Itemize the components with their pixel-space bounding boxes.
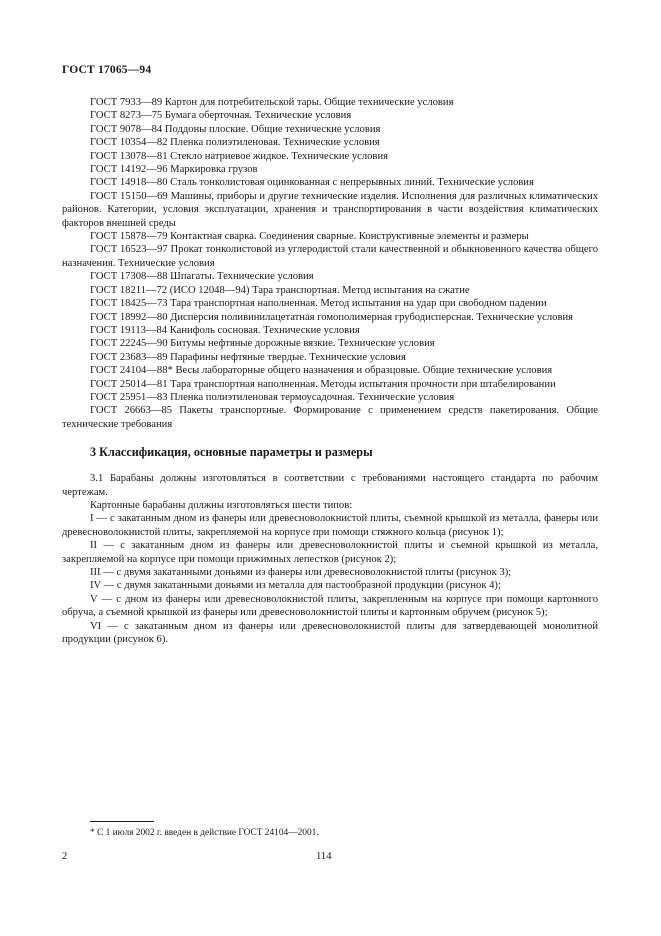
reference-item: ГОСТ 23683—89 Парафины нефтяные твердые. Технические условия [90, 351, 406, 363]
reference-item: ГОСТ 15150—69 Машины, приборы и другие технические изделия. Исполнения для различных климатических районов. Категории, условия эксплуатации, хранения и транспортирования в части воздействия климатических факторов внешней среды [62, 190, 598, 229]
section-title: 3 Классификация, основные параметры и размеры [90, 445, 373, 460]
reference-item: ГОСТ 10354—82 Пленка полиэтиленовая. Технические условия [90, 137, 380, 149]
reference-item: ГОСТ 17308—88 Шпагаты. Технические условия [90, 271, 314, 283]
document-header: ГОСТ 17065—94 [62, 64, 152, 76]
reference-item: ГОСТ 8273—75 Бумага оберточная. Технические условия [90, 110, 352, 122]
reference-item: ГОСТ 7933—89 Картон для потребительской тары. Общие технические условия [90, 97, 454, 108]
reference-item: ГОСТ 14918—80 Сталь тонколистовая оцинкованная с непрерывных линий. Технические условия [90, 177, 534, 189]
footnote-divider [90, 821, 154, 822]
reference-item: ГОСТ 26663—85 Пакеты транспортные. Формирование с применением средств пакетирования. Общие технические требования [62, 405, 598, 430]
document-body [62, 96, 598, 646]
sheet-number: 114 [316, 851, 332, 862]
section-paragraph: II — с закатанным дном из фанеры или древесноволокнистой плиты и съемной крышкой из металла, закрепляемой на корпусе при помощи прижимных лепестков (рисунок 2); [62, 540, 598, 565]
section-paragraph: VI — с закатанным дном из фанеры или древесноволокнистой плиты для затвердевающей монолитной продукции (рисунок 6). [62, 620, 598, 646]
reference-item: ГОСТ 14192—96 Маркировка грузов [90, 164, 258, 176]
page-number: 2 [62, 851, 68, 862]
footnote: * С 1 июля 2002 г. введен в действие ГОСТ 24104—2001. [90, 828, 319, 838]
section-paragraph: I — с закатанным дном из фанеры или древесноволокнистой плиты, съемной крышкой из металла, фанеры или древесноволокнистой плиты, закрепляемой на корпусе при помощи стяжного кольца (рисунок 1); [62, 513, 598, 538]
section-paragraph: III — с двумя закатанными доньями из фанеры или древесноволокнистой плиты (рисунок 3); [90, 567, 512, 578]
reference-item: ГОСТ 22245—90 Битумы нефтяные дорожные вязкие. Технические условия [90, 338, 435, 350]
section-paragraph: 3.1 Барабаны должны изготовляться в соответствии с требованиями настоящего стандарта по рабочим чертежам. [62, 473, 598, 498]
section-paragraph: V — с дном из фанеры или древесноволокнистой плиты, закрепленным на корпусе при помощи картонного обруча, а съемной крышкой из фанеры или древесноволокнистой плиты и картонным обручем (рисунок 5); [62, 593, 598, 619]
reference-item: ГОСТ 13078—81 Стекло натриевое жидкое. Технические условия [90, 150, 388, 162]
reference-item: ГОСТ 25014—81 Тара транспортная наполненная. Методы испытания прочности при штабелировании [90, 378, 556, 390]
reference-item: ГОСТ 19113—84 Канифоль сосновая. Технические условия [90, 324, 360, 336]
reference-item: ГОСТ 25951—83 Пленка полиэтиленовая термоусадочная. Технические условия [90, 391, 455, 403]
reference-item: ГОСТ 15878—79 Контактная сварка. Соединения сварные. Конструктивные элементы и размеры [90, 231, 529, 243]
reference-item: ГОСТ 24104—88* Весы лабораторные общего назначения и образцовые. Общие технические условия [90, 365, 553, 377]
reference-item: ГОСТ 9078—84 Поддоны плоские. Общие технические условия [90, 123, 381, 135]
reference-item: ГОСТ 18992—80 Дисперсия поливинилацетатная гомополимерная грубодисперсная. Технические условия [90, 311, 573, 323]
section-paragraph: Картонные барабаны должны изготовляться шести типов: [90, 499, 353, 511]
reference-item: ГОСТ 18425—73 Тара транспортная наполненная. Метод испытания на удар при свободном падении [90, 298, 547, 310]
reference-item: ГОСТ 16523—97 Прокат тонколистовой из углеродистой стали качественной и обыкновенного качества общего назначения. Технические условия [62, 244, 598, 269]
reference-item: ГОСТ 18211—72 (ИСО 12048—94) Тара транспортная. Метод испытания на сжатие [90, 284, 470, 296]
section-paragraph: IV — с двумя закатанными доньями из металла для пастообразной продукции (рисунок 4); [90, 580, 501, 592]
